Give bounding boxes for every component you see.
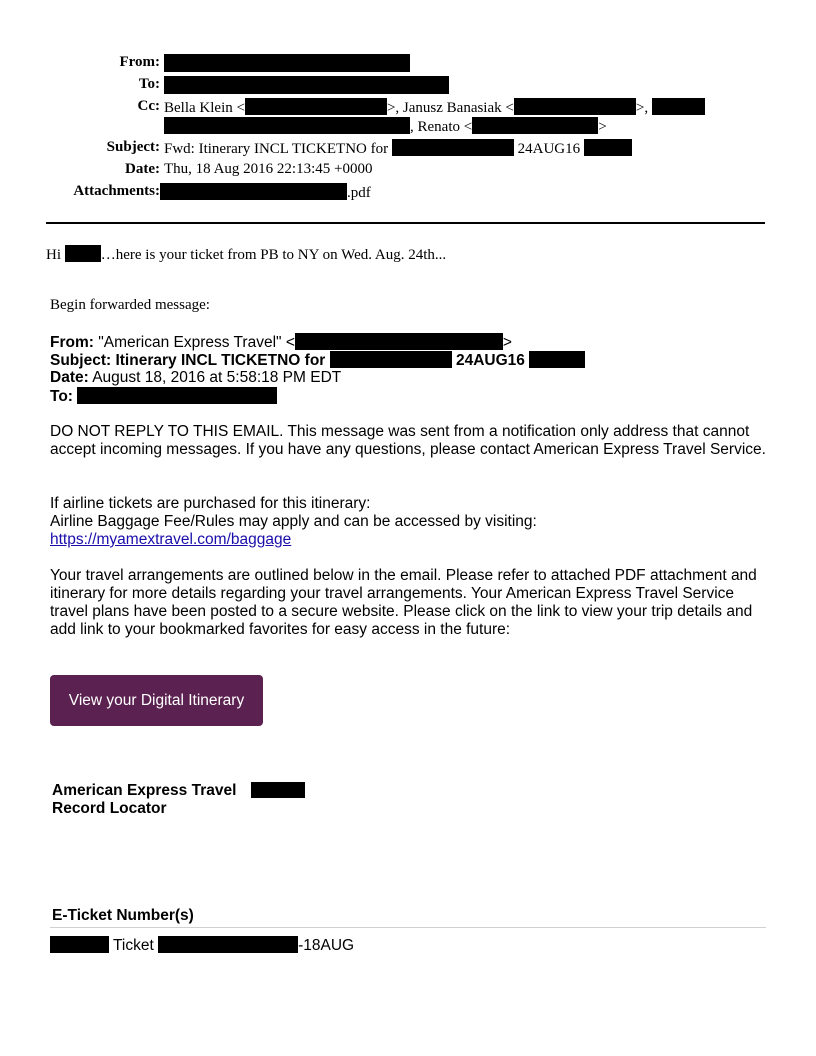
fwd-to-line <box>50 387 277 406</box>
airline-line1: If airline tickets are purchased for this itinerary: <box>50 495 371 512</box>
redacted-block <box>652 98 705 115</box>
redacted-block <box>584 139 632 156</box>
fwd-from-close: > <box>502 334 512 351</box>
redacted-block <box>158 936 298 953</box>
redacted-block <box>164 76 449 94</box>
attachments-label: Attachments: <box>73 183 160 199</box>
record-line2: Record Locator <box>52 800 167 817</box>
redacted-block <box>164 54 410 72</box>
subject-value <box>164 139 632 158</box>
attachments-value[interactable] <box>160 183 371 202</box>
record-locator <box>52 782 305 818</box>
fwd-subject-date: 24AUG16 <box>455 352 525 369</box>
baggage-link[interactable]: https://myamextravel.com/baggage <box>50 531 292 548</box>
cc-value-line2 <box>164 117 607 136</box>
redacted-block <box>251 782 305 798</box>
redacted-block <box>50 936 109 953</box>
cc-janusz: >, Janusz Banasiak < <box>386 100 514 116</box>
redacted-block <box>65 245 101 262</box>
cc-renato: , Renato < <box>410 119 473 135</box>
begin-forwarded: Begin forwarded message: <box>50 297 210 313</box>
redacted-block <box>77 387 277 404</box>
redacted-block <box>514 98 636 115</box>
subject-date: 24AUG16 <box>517 141 581 157</box>
greeting-text: …here is your ticket from PB to NY on Wed. Aug. 24th... <box>100 247 447 263</box>
to-label: To: <box>138 76 160 92</box>
eticket-row <box>50 936 354 955</box>
to-value <box>164 76 449 96</box>
fwd-date-value: August 18, 2016 at 5:58:18 PM EDT <box>92 369 342 386</box>
fwd-subject-value: Itinerary INCL TICKETNO for <box>115 352 326 369</box>
subject-label: Subject: <box>106 139 160 155</box>
redacted-block <box>160 183 347 200</box>
ticket-word: Ticket <box>113 937 154 954</box>
record-line1-text: American Express Travel <box>52 782 237 799</box>
from-label: From: <box>119 54 160 70</box>
do-not-reply-paragraph: DO NOT REPLY TO THIS EMAIL. This message was sent from a notification only address that cannot accept incoming messages. If you have any questions, please contact American Express Travel Service. <box>50 423 766 458</box>
cc-label: Cc: <box>137 98 160 114</box>
fwd-from-label: From: <box>50 334 94 351</box>
cc-janusz-close: >, <box>635 100 649 116</box>
fwd-subject-label: Subject: <box>50 352 112 369</box>
airline-line2: Airline Baggage Fee/Rules may apply and can be accessed by visiting: <box>50 513 537 530</box>
redacted-block <box>392 139 514 156</box>
fwd-date-line <box>50 369 341 387</box>
fwd-date-label: Date: <box>50 369 89 386</box>
arrangements-paragraph: Your travel arrangements are outlined below in the email. Please refer to attached PDF attachment and itinerary for more details regarding your travel arrangements. Your American Express Travel Service travel plans have been posted to a secure website. Please click on the link to view your trip details and add link to your bookmarked favorites for easy access in the future: <box>50 567 757 638</box>
redacted-block <box>295 333 503 350</box>
header-divider <box>46 222 765 224</box>
fwd-to-label: To: <box>50 388 73 405</box>
ticket-suffix: -18AUG <box>298 937 355 954</box>
subject-text: Fwd: Itinerary INCL TICKETNO for <box>164 141 389 157</box>
redacted-block <box>472 117 598 134</box>
fwd-from-value: "American Express Travel" < <box>98 334 295 351</box>
eticket-heading: E-Ticket Number(s) <box>52 907 194 924</box>
from-value <box>164 54 410 74</box>
date-label: Date: <box>125 161 160 177</box>
record-line1 <box>52 782 305 800</box>
cc-bella: Bella Klein < <box>164 100 245 116</box>
redacted-block <box>245 98 387 115</box>
greeting-hi: Hi <box>46 247 61 263</box>
cc-value-line1 <box>164 98 705 117</box>
greeting-line <box>46 245 446 264</box>
fwd-from-line <box>50 333 512 352</box>
cc-renato-close: > <box>598 119 607 135</box>
view-digital-itinerary-button[interactable]: View your Digital Itinerary <box>50 675 263 726</box>
date-value: Thu, 18 Aug 2016 22:13:45 +0000 <box>164 161 373 177</box>
redacted-block <box>529 351 585 368</box>
airline-paragraph <box>50 495 770 549</box>
redacted-block <box>164 117 410 134</box>
attachment-extension: .pdf <box>347 185 371 201</box>
eticket-divider <box>50 927 766 928</box>
fwd-subject-line <box>50 351 585 370</box>
redacted-block <box>330 351 452 368</box>
